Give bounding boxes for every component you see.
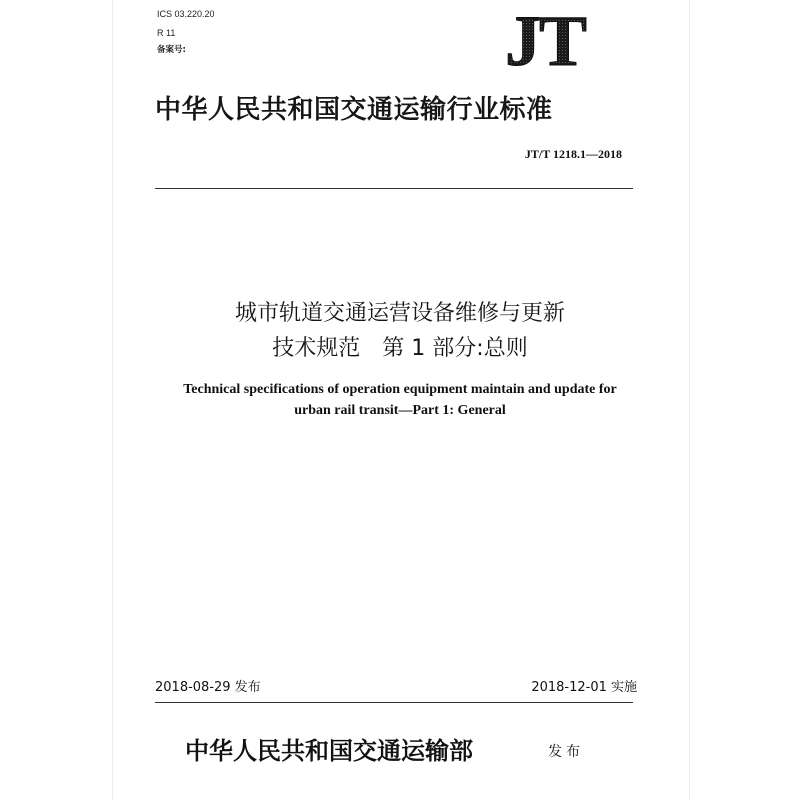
issuing-authority: 中华人民共和国交通运输部 — [185, 736, 473, 765]
ics-code: ICS 03.220.20 — [157, 9, 215, 19]
jt-logo-text: JT — [504, 1, 586, 81]
chinese-title-line-2: 技术规范 第 1 部分:总则 — [272, 336, 528, 361]
english-title-line-1: Technical specifications of operation equipment maintain and update for — [183, 382, 617, 397]
footer-divider — [155, 702, 633, 703]
header-divider — [155, 188, 633, 189]
industry-standard-title: 中华人民共和国交通运输行业标准 — [155, 95, 553, 125]
issuer-action-label: 发布 — [548, 744, 584, 760]
classification-code: R 11 — [157, 28, 176, 38]
english-title-line-2: urban rail transit—Part 1: General — [294, 403, 506, 418]
issue-date: 2018-08-29 发布 — [155, 680, 261, 695]
jt-logo — [483, 1, 608, 81]
chinese-title-line-1: 城市轨道交通运营设备维修与更新 — [234, 301, 565, 326]
filing-number-label: 备案号: — [157, 45, 186, 55]
standard-number: JT/T 1218.1—2018 — [524, 147, 622, 161]
implementation-date: 2018-12-01 实施 — [531, 680, 637, 695]
